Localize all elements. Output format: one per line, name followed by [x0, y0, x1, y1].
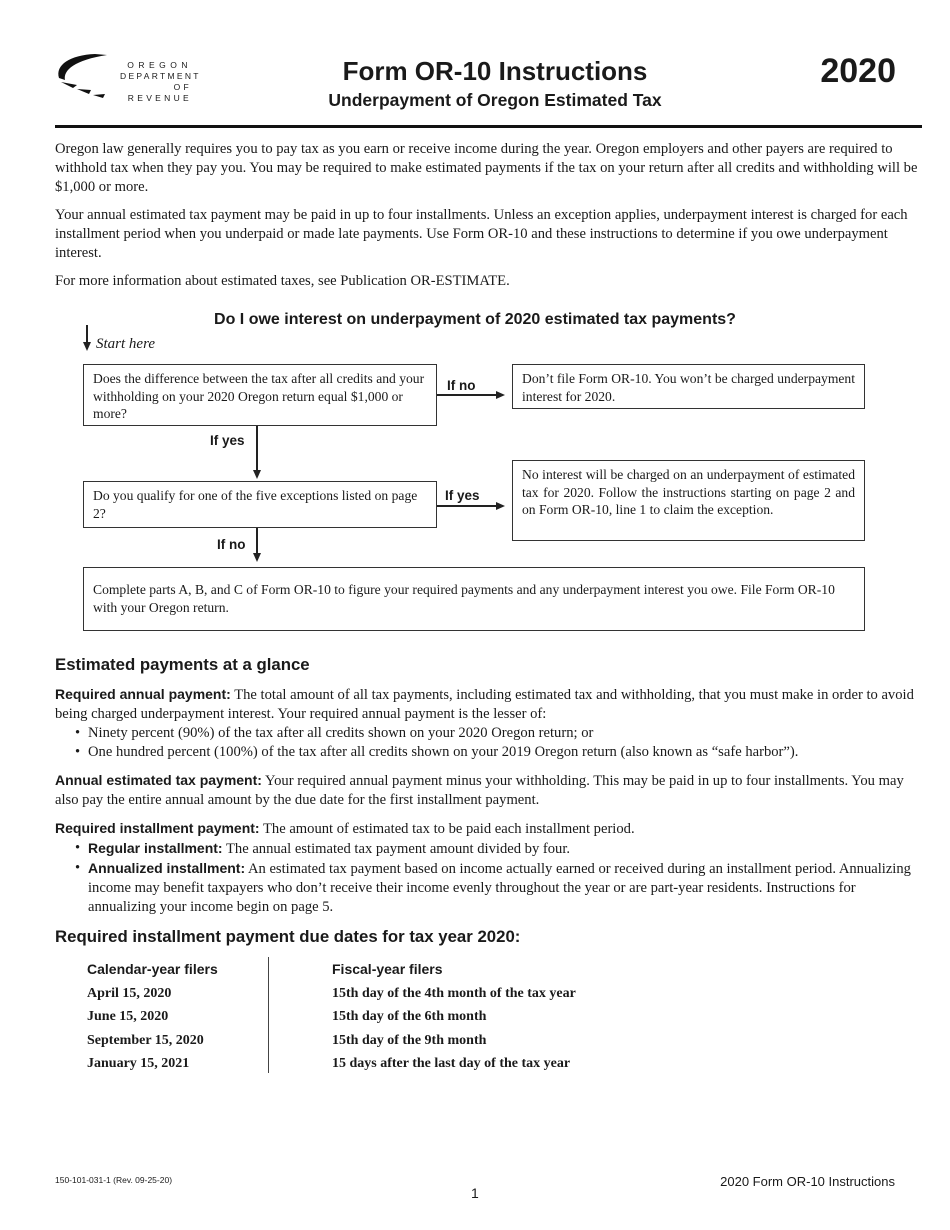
page-title: Form OR-10 Instructions: [342, 56, 648, 86]
due-date: September 15, 2020: [87, 1032, 204, 1048]
column-header: Fiscal-year filers: [332, 961, 443, 977]
oregon-dor-logo: [55, 50, 201, 103]
list-item: [88, 839, 923, 859]
header-rule: [55, 125, 922, 128]
term: Annualized installment:: [88, 860, 246, 876]
logo-swoosh-icon: [55, 50, 115, 100]
definition: The total amount of all tax payments, including estimated tax and withholding, that you must make in order to avoid being charged underpayment interest. Your required annual payment is the lesser of:: [55, 687, 914, 722]
final-instruction-box: Complete parts A, B, and C of Form OR-10 to figure your required payments and any underpayment interest you owe. File Form OR-10 with your Oregon return.: [83, 567, 865, 631]
calendar-year-column: [87, 958, 218, 1076]
intro-paragraph: Oregon law generally requires you to pay tax as you earn or receive income during the year. Oregon employers and other payers are required to withhold tax when they pay you. You may be required to make estimated payments if the tax on your return after all credits and withholding will be $1,000 or more.: [55, 141, 918, 195]
if-yes-label: If yes: [210, 433, 245, 448]
section-heading: Required installment payment due dates for tax year 2020:: [55, 927, 521, 946]
required-installment-payment: [55, 819, 923, 839]
column-header: Calendar-year filers: [87, 961, 218, 977]
term: Regular installment:: [88, 840, 223, 856]
page-number: 1: [471, 1185, 479, 1201]
start-arrow: [86, 325, 88, 343]
annual-estimated-tax-payment: [55, 771, 923, 810]
due-date: 15th day of the 6th month: [332, 1009, 487, 1024]
due-date: 15 days after the last day of the tax year: [332, 1056, 571, 1071]
due-date: 15th day of the 4th month of the tax year: [332, 985, 576, 1001]
logo-line: OF REVENUE: [127, 82, 192, 103]
page-subtitle: Underpayment of Oregon Estimated Tax: [328, 90, 662, 110]
due-date: January 15, 2021: [87, 1056, 190, 1071]
term: Annual estimated tax payment:: [55, 772, 262, 788]
no-filing-result-box: Don’t file Form OR-10. You won’t be charged underpayment interest for 2020.: [512, 364, 865, 409]
required-annual-payment: [55, 685, 923, 724]
due-date: June 15, 2020: [87, 1009, 169, 1024]
list-item: • One hundred percent (100%) of the tax after all credits shown on your 2019 Oregon return (also known as “safe harbor”).: [88, 743, 923, 762]
due-date: April 15, 2020: [87, 985, 172, 1001]
form-number: 150-101-031-1 (Rev. 09-25-20): [55, 1175, 173, 1185]
flowchart-title: Do I owe interest on underpayment of 2020 estimated tax payments?: [214, 311, 736, 328]
document-name: 2020 Form OR-10 Instructions: [720, 1174, 895, 1189]
term: Required annual payment:: [55, 686, 231, 702]
due-date: 15th day of the 9th month: [332, 1032, 487, 1048]
question-2-box: Do you qualify for one of the five exceptions listed on page 2?: [83, 481, 437, 528]
section-heading: Estimated payments at a glance: [55, 655, 310, 674]
definition: The amount of estimated tax to be paid each installment period.: [259, 821, 635, 837]
logo-line: OREGON: [127, 60, 192, 70]
if-yes-label: If yes: [445, 488, 480, 503]
tax-year: 2020: [820, 52, 896, 90]
definition: The annual estimated tax payment amount divided by four.: [222, 841, 571, 857]
definition: An estimated tax payment based on income actually earned or received during an installment period. Annualizing income may benefit taxpayers who don’t receive their income evenly throughout the year or are part-year residents. Instructions for annualizing your income begin on page 5.: [88, 861, 911, 915]
fiscal-year-column: [332, 958, 576, 1076]
intro-paragraph: For more information about estimated taxes, see Publication OR-ESTIMATE.: [55, 273, 510, 289]
list-item: • Ninety percent (90%) of the tax after all credits shown on your 2020 Oregon return; or: [88, 724, 923, 743]
term: Required installment payment:: [55, 820, 260, 836]
question-1-box: Does the difference between the tax after all credits and your withholding on your 2020 Oregon return equal $1,000 or more?: [83, 364, 437, 426]
start-here-label: Start here: [96, 336, 156, 352]
column-divider: [268, 957, 269, 1073]
definition: Your required annual payment minus your withholding. This may be paid in up to four installments. You may also pay the entire annual amount by the due date for the first installment payment.: [55, 773, 904, 808]
exception-result-box: No interest will be charged on an underpayment of estimated tax for 2020. Follow the instructions starting on page 2 and on Form OR-10, line 1 to claim the exception.: [512, 460, 865, 541]
if-no-label: If no: [447, 378, 476, 393]
intro-paragraph: Your annual estimated tax payment may be paid in up to four installments. Unless an exception applies, underpayment interest is charged for each installment period when you underpaid or made late payments. Use Form OR-10 and these instructions to determine if you owe underpayment interest.: [55, 207, 908, 261]
if-no-label: If no: [217, 537, 246, 552]
logo-line: DEPARTMENT: [120, 71, 201, 81]
list-item: [88, 859, 923, 917]
